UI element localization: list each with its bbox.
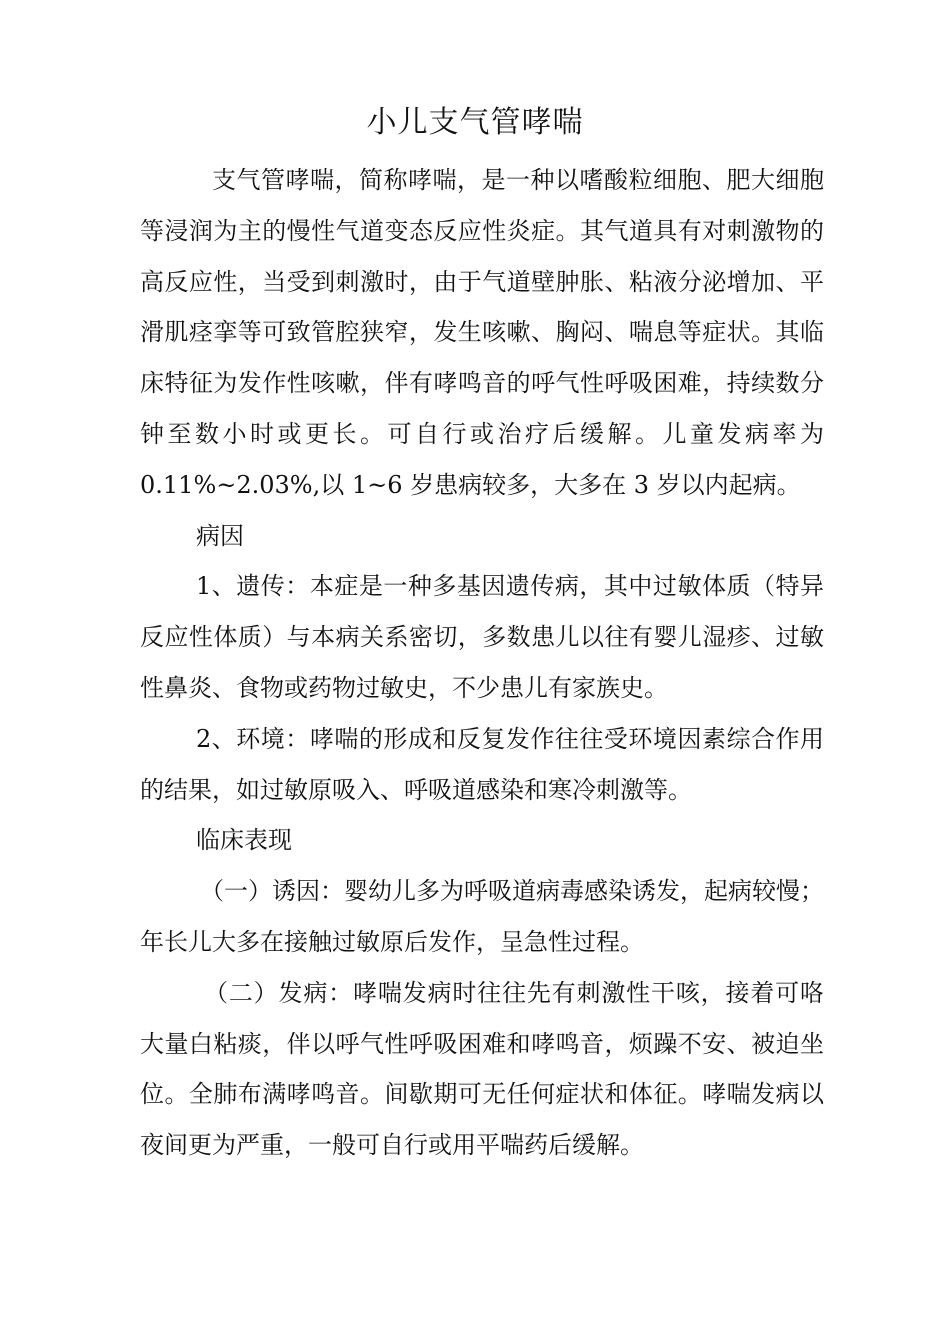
intro-paragraph: 支气管哮喘，简称哮喘，是一种以嗜酸粒细胞、肥大细胞等浸润为主的慢性气道变态反应性炎症。其气道具有对刺激物的高反应性，当受到刺激时，由于气道壁肿胀、粘液分泌增加、平滑肌痉挛等可致管腔狭窄，发生咳嗽、胸闷、喘息等症状。其临床特征为发作性咳嗽，伴有哮鸣音的呼气性呼吸困难，持续数分钟至数小时或更长。可自行或治疗后缓解。儿童发病率为 0.11%~2.03%,以 1~6 岁患病较多，大多在 3 岁以内起病。	[140, 166, 824, 499]
clinical-item-onset: （二）发病：哮喘发病时往往先有刺激性干咳，接着可咯大量白粘痰，伴以呼气性呼吸困难和哮鸣音，烦躁不安、被迫坐位。全肺布满哮鸣音。间歇期可无任何症状和体征。哮喘发病以夜间更为严重，一般可自行或用平喘药后缓解。	[140, 978, 824, 1160]
clinical-item-trigger: （一）诱因：婴幼儿多为呼吸道病毒感染诱发，起病较慢；年长儿大多在接触过敏原后发作，呈急性过程。	[140, 877, 824, 956]
section-heading-clinical: 临床表现	[196, 826, 292, 855]
cause-item-genetics: 1、遗传：本症是一种多基因遗传病，其中过敏体质（特异反应性体质）与本病关系密切，多数患儿以往有婴儿湿疹、过敏性鼻炎、食物或药物过敏史，不少患儿有家族史。	[140, 572, 824, 702]
section-heading-cause: 病因	[196, 521, 244, 550]
document-title: 小儿支气管哮喘	[366, 105, 584, 140]
cause-item-environment: 2、环境：哮喘的形成和反复发作往往受环境因素综合作用的结果，如过敏原吸入、呼吸道感染和寒冷刺激等。	[140, 724, 824, 804]
document-body	[140, 155, 824, 1171]
